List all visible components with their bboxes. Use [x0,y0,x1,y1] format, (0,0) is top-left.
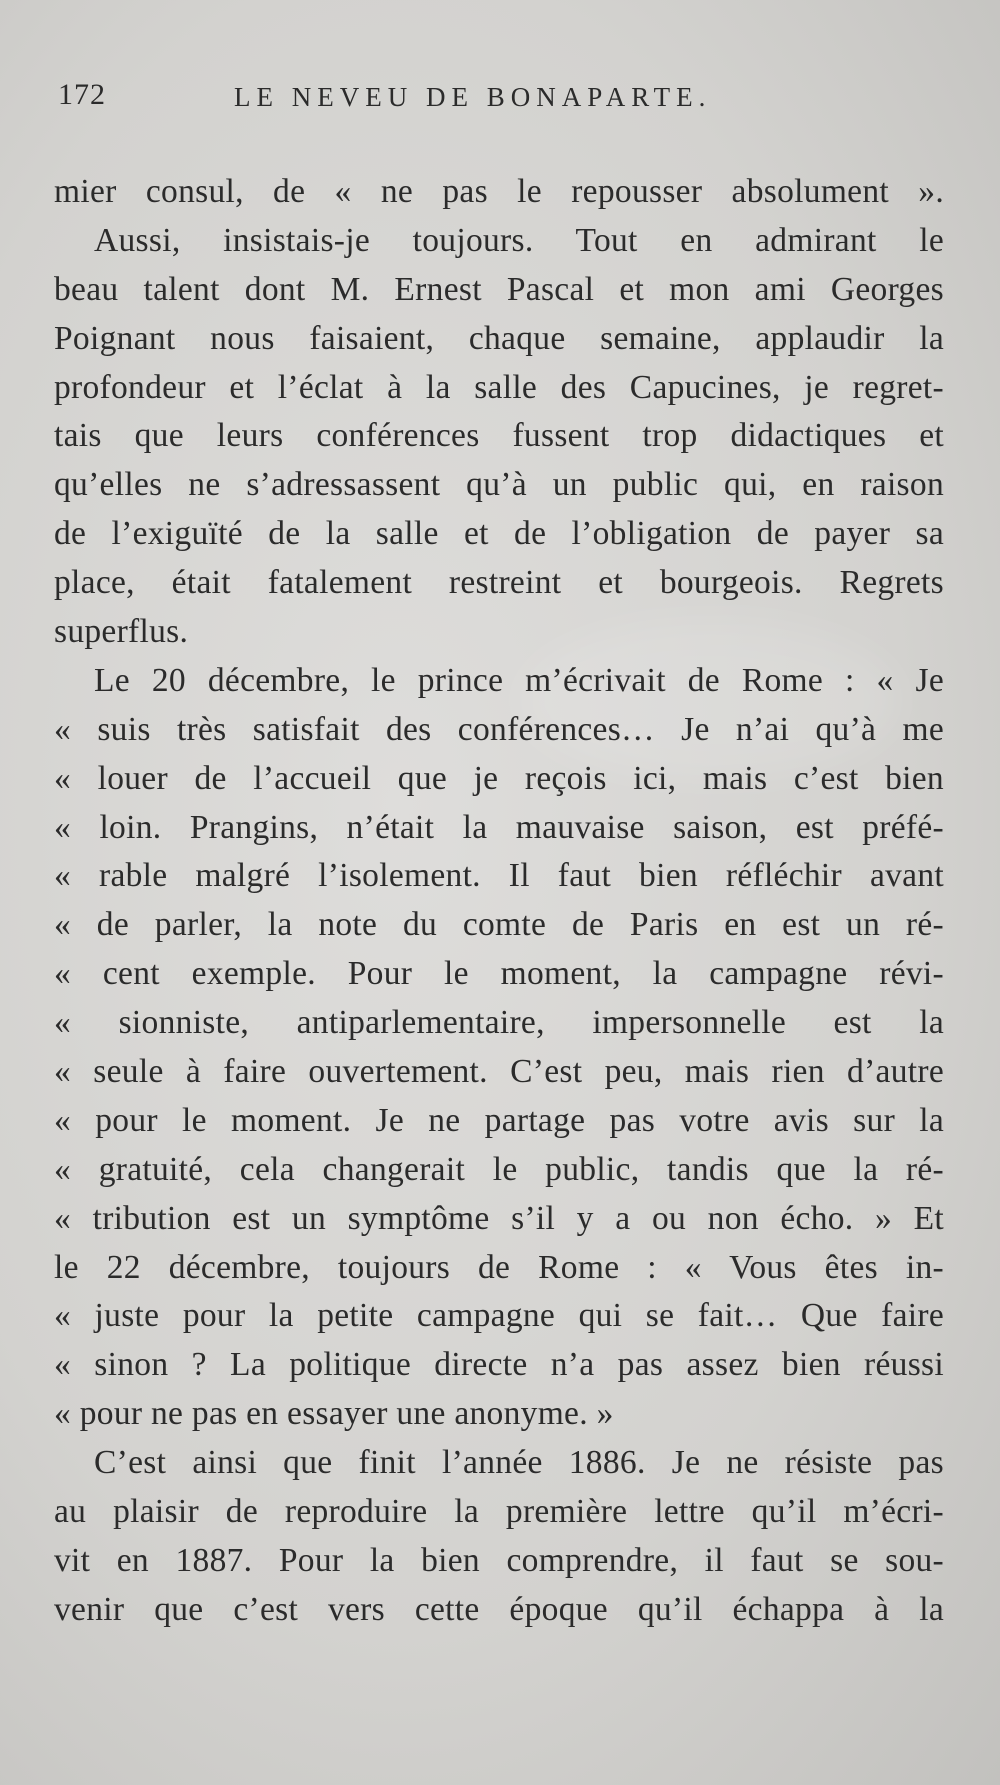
text-line: « sinon ? La politique directe n’a pas assez bien réussi [54,1346,944,1384]
text-line: superflus. [54,613,189,651]
text-line: « loin. Prangins, n’était la mauvaise saison, est préfé- [54,808,944,846]
text-line: Aussi, insistais-je toujours. Tout en admirant le [94,221,944,259]
text-line: qu’elles ne s’adressassent qu’à un public qui, en raison [54,466,944,504]
text-line: « louer de l’accueil que je reçois ici, mais c’est bien [54,759,944,797]
body-text [54,168,944,1635]
text-line: « juste pour la petite campagne qui se fait… Que faire [54,1297,944,1335]
text-line: « tribution est un symptôme s’il y a ou non écho. » Et [54,1199,944,1237]
text-line: « de parler, la note du comte de Paris en est un ré- [54,906,944,944]
page-header [58,78,938,122]
text-line: place, était fatalement restreint et bourgeois. Regrets [54,564,944,602]
text-line: profondeur et l’éclat à la salle des Capucines, je regret- [54,368,944,406]
running-head: LE NEVEU DE BONAPARTE. [234,82,712,112]
text-line: « seule à faire ouvertement. C’est peu, mais rien d’autre [54,1053,944,1091]
text-line: de l’exiguïté de la salle et de l’obligation de payer sa [54,515,944,553]
text-line: beau talent dont M. Ernest Pascal et mon ami Georges [54,270,944,308]
text-line: « pour le moment. Je ne partage pas votre avis sur la [54,1101,944,1139]
text-line: mier consul, de « ne pas le repousser absolument ». [54,173,944,210]
text-line: « pour ne pas en essayer une anonyme. » [54,1395,614,1433]
text-line: « suis très satisfait des conférences… Je n’ai qu’à me [54,710,944,748]
text-line: Poignant nous faisaient, chaque semaine, applaudir la [54,319,944,357]
text-line: venir que c’est vers cette époque qu’il échappa à la [54,1590,944,1628]
text-line: C’est ainsi que finit l’année 1886. Je ne résiste pas [94,1444,944,1482]
text-line: le 22 décembre, toujours de Rome : « Vous êtes in- [54,1248,944,1286]
text-line: « sionniste, antiparlementaire, impersonnelle est la [54,1004,944,1042]
text-line: tais que leurs conférences fussent trop didactiques et [54,417,944,455]
text-line: au plaisir de reproduire la première lettre qu’il m’écri- [54,1493,944,1531]
text-line: Le 20 décembre, le prince m’écrivait de Rome : « Je [94,661,944,699]
text-line: vit en 1887. Pour la bien comprendre, il faut se sou- [54,1541,944,1579]
text-line: « cent exemple. Pour le moment, la campagne révi- [54,955,944,993]
text-line: « gratuité, cela changerait le public, tandis que la ré- [54,1150,944,1188]
text-line: « rable malgré l’isolement. Il faut bien réfléchir avant [54,857,944,895]
page-number: 172 [58,78,106,111]
